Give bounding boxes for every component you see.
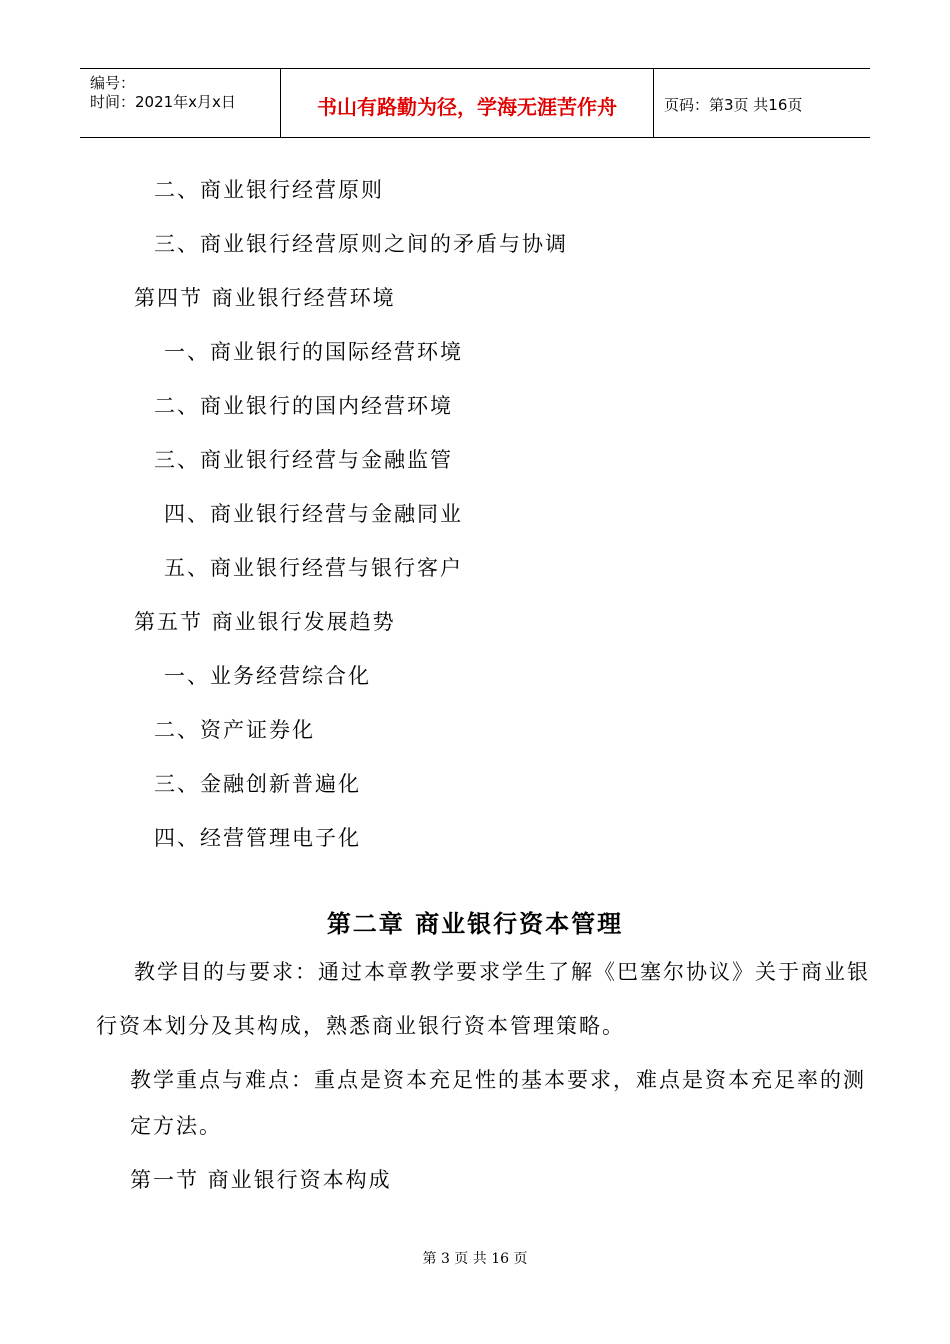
toc-item: 二、商业银行经营原则 bbox=[154, 178, 384, 202]
toc-section-heading: 第五节 商业银行发展趋势 bbox=[134, 610, 396, 634]
teaching-goal-line: 行资本划分及其构成，熟悉商业银行资本管理策略。 bbox=[96, 1014, 625, 1038]
toc-item: 五、商业银行经营与银行客户 bbox=[164, 556, 463, 580]
toc-item: 四、经营管理电子化 bbox=[154, 826, 361, 850]
header-date-label: 时间：2021年x月x日 bbox=[90, 93, 236, 111]
teaching-focus-line: 定方法。 bbox=[130, 1114, 222, 1138]
header-page-info: 页码：第3页 共16页 bbox=[664, 96, 803, 114]
toc-item: 二、商业银行的国内经营环境 bbox=[154, 394, 453, 418]
teaching-goal-line: 教学目的与要求：通过本章教学要求学生了解《巴塞尔协议》关于商业银 bbox=[134, 960, 870, 984]
header-motto-cell bbox=[281, 69, 654, 137]
section-heading: 第一节 商业银行资本构成 bbox=[130, 1168, 392, 1192]
chapter-title: 第二章 商业银行资本管理 bbox=[326, 910, 624, 938]
teaching-focus-line: 教学重点与难点：重点是资本充足性的基本要求，难点是资本充足率的测 bbox=[130, 1068, 866, 1092]
toc-item: 一、商业银行的国际经营环境 bbox=[164, 340, 463, 364]
toc-item: 三、商业银行经营与金融监管 bbox=[154, 448, 453, 472]
header-number-label: 编号： bbox=[90, 74, 136, 92]
toc-item: 四、商业银行经营与金融同业 bbox=[164, 502, 463, 526]
toc-item: 一、业务经营综合化 bbox=[164, 664, 371, 688]
toc-item: 三、金融创新普遍化 bbox=[154, 772, 361, 796]
toc-section-heading: 第四节 商业银行经营环境 bbox=[134, 286, 396, 310]
header-motto: 书山有路勤为径，学海无涯苦作舟 bbox=[317, 95, 617, 119]
header-meta-cell bbox=[80, 69, 281, 137]
toc-item: 二、资产证券化 bbox=[154, 718, 315, 742]
header-page-cell bbox=[654, 69, 870, 137]
page-header bbox=[80, 68, 870, 138]
toc-item: 三、商业银行经营原则之间的矛盾与协调 bbox=[154, 232, 568, 256]
page-footer: 第 3 页 共 16 页 bbox=[422, 1251, 528, 1267]
